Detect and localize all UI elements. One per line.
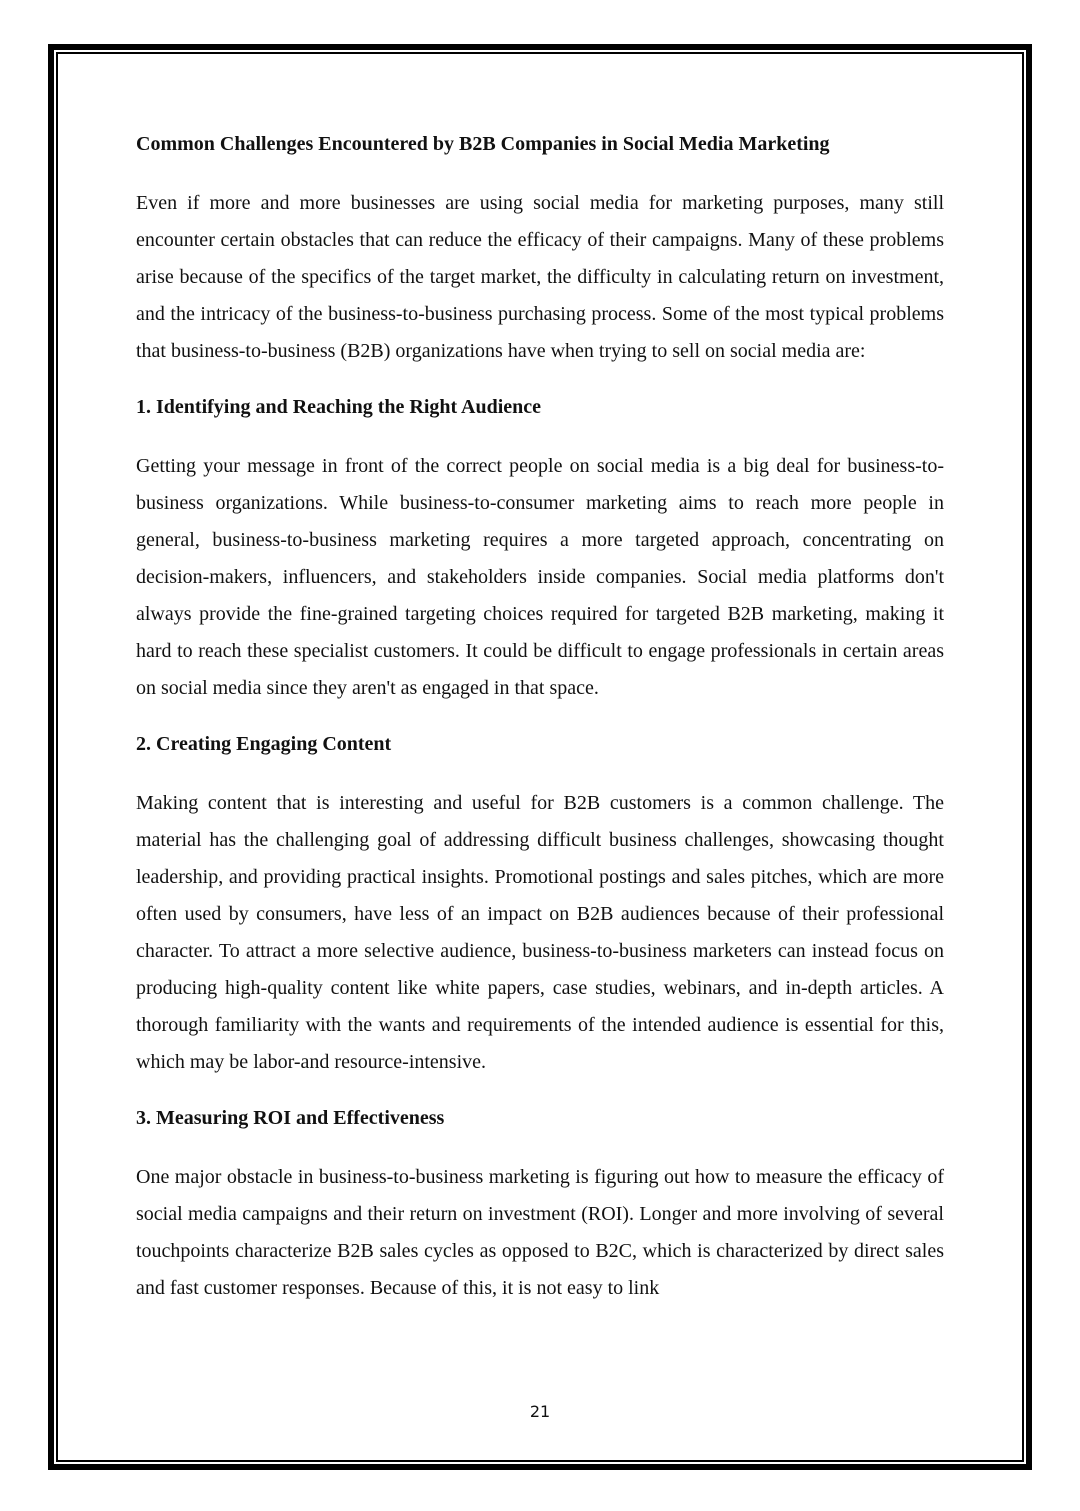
section-heading: 3. Measuring ROI and Effectiveness bbox=[136, 1107, 445, 1129]
section-paragraph: Making content that is interesting and useful for B2B customers is a common challenge. The material has the challenging goal of addressing difficult business challenges, showcasing thought leadership, and providing practical insights. Promotional postings and sales pitches, which are more often used by consumers, have less of an impact on B2B audiences because of their professional character. To attract a more selective audience, business-to-business marketers can instead focus on producing high-quality content like white papers, case studies, webinars, and in-depth articles. A thorough familiarity with the wants and requirements of the intended audience is essential for this, which may be labor-and resource-intensive. bbox=[136, 792, 944, 1073]
section-audience bbox=[136, 391, 944, 707]
page-number: 21 bbox=[529, 1402, 551, 1421]
section-heading: 1. Identifying and Reaching the Right Audience bbox=[136, 396, 542, 418]
section-content bbox=[136, 728, 944, 1081]
document-title: Common Challenges Encountered by B2B Companies in Social Media Marketing bbox=[136, 133, 830, 155]
section-paragraph: One major obstacle in business-to-business marketing is figuring out how to measure the efficacy of social media campaigns and their return on investment (ROI). Longer and more involving of several touchpoints characterize B2B sales cycles as opposed to B2C, which is characterized by direct sales and fast customer responses. Because of this, it is not easy to link bbox=[136, 1166, 944, 1299]
page-content bbox=[136, 128, 944, 1307]
section-roi bbox=[136, 1102, 944, 1307]
section-paragraph: Getting your message in front of the correct people on social media is a big deal for business-to-business organizations. While business-to-consumer marketing aims to reach more people in general, business-to-business marketing requires a more targeted approach, concentrating on decision-makers, influencers, and stakeholders inside companies. Social media platforms don't always provide the fine-grained targeting choices required for targeted B2B marketing, making it hard to reach these specialist customers. It could be difficult to engage professionals in certain areas on social media since they aren't as engaged in that space. bbox=[136, 455, 944, 699]
intro-paragraph: Even if more and more businesses are using social media for marketing purposes, many still encounter certain obstacles that can reduce the efficacy of their campaigns. Many of these problems arise because of the specifics of the target market, the difficulty in calculating return on investment, and the intricacy of the business-to-business purchasing process. Some of the most typical problems that business-to-business (B2B) organizations have when trying to sell on social media are: bbox=[136, 192, 944, 362]
section-heading: 2. Creating Engaging Content bbox=[136, 733, 392, 755]
